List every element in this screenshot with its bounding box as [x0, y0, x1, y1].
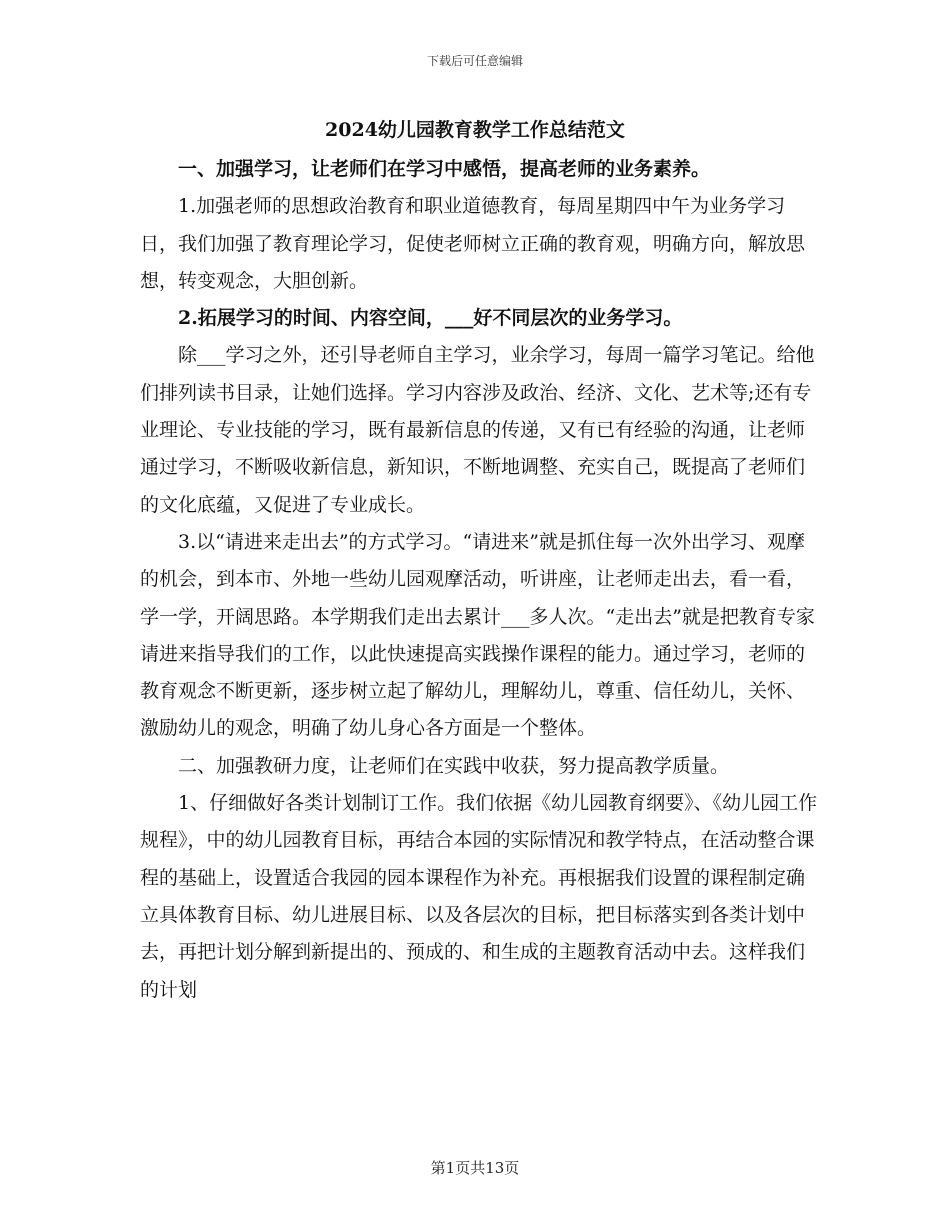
paragraph-3: 3.以“请进来走出去”的方式学习。“请进来”就是抓住每一次外出学习、观摩的机会，到本市、外地一些幼儿园观摩活动，听讲座，让老师走出去，看一看，学一学，开阔思路。本学期我们走出去累计___多人次。“走出去”就是把教育专家请进来指导我们的工作，以此快速提高实践操作课程的能力。通过学习，老师的教育观念不断更新，逐步树立起了解幼儿，理解幼儿，尊重、信任幼儿，关怀、激励幼儿的观念，明确了幼儿身心各方面是一个整体。: [140, 530, 815, 740]
page-header-note: 下载后可任意编辑: [426, 54, 523, 68]
subheading-2: 2.拓展学习的时间、内容空间，___好不同层次的业务学习。: [178, 307, 683, 330]
section-heading-1: 一、加强学习，让老师们在学习中感悟，提高老师的业务素养。: [178, 158, 711, 180]
document-body: [140, 151, 820, 1009]
paragraph-1: 1.加强老师的思想政治教育和职业道德教育，每周星期四中午为业务学习日，我们加强了教育理论学习，促使老师树立正确的教育观，明确方向，解放思想，转变观念，大胆创新。: [140, 195, 806, 292]
paragraph-4: 1、仔细做好各类计划制订工作。我们依据《幼儿园教育纲要》、《幼儿园工作规程》，中的幼儿园教育目标，再结合本园的实际情况和教学特点，在活动整合课程的基础上，设置适合我园的园本课程作为补充。再根据我们设置的课程制定确立具体教育目标、幼儿进展目标、以及各层次的目标，把目标落实到各类计划中去，再把计划分解到新提出的、预成的、和生成的主题教育活动中去。这样我们的计划: [140, 792, 818, 1001]
document-title: 2024幼儿园教育教学工作总结范文: [325, 119, 625, 141]
page-number: 第1页共13页: [430, 1159, 520, 1177]
section-heading-2: 二、加强教研力度，让老师们在实践中收获，努力提高教学质量。: [178, 754, 730, 777]
paragraph-2: 除___学习之外，还引导老师自主学习，业余学习，每周一篇学习笔记。给他们排列读书目录，让她们选择。学习内容涉及政治、经济、文化、艺术等;还有专业理论、专业技能的学习，既有最新信息的传递，又有已有经验的沟通，让老师通过学习，不断吸收新信息，新知识，不断地调整、充实自己，既提高了老师们的文化底蕴，又促进了专业成长。: [140, 344, 815, 516]
